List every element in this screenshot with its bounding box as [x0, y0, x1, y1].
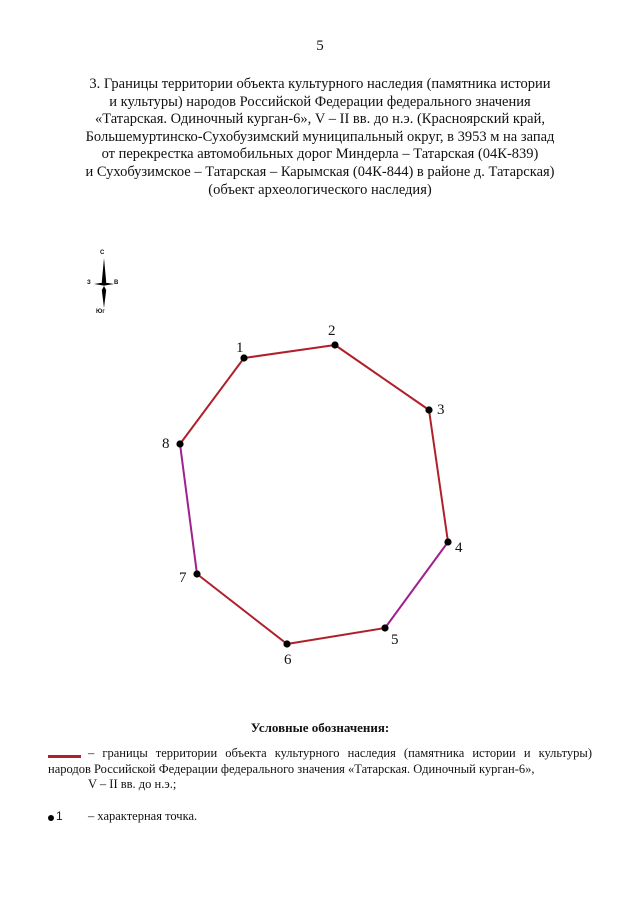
title-line: 3. Границы территории объекта культурного наследия (памятника истории — [89, 76, 551, 92]
boundary-point-marker — [193, 570, 200, 577]
boundary-point-label: 2 — [328, 323, 336, 339]
legend-point-description: – характерная точка. — [88, 809, 198, 823]
boundary-point-marker — [176, 440, 183, 447]
boundary-segment — [287, 628, 385, 644]
boundary-segment — [385, 542, 448, 628]
legend-boundary-text: – границы территории объекта культурного наследия (памятника истории и культуры) народов Российской Федерации федерального значения «Татарская. Одиночный курган-6», — [48, 746, 592, 776]
boundary-point-marker — [331, 341, 338, 348]
boundary-segment — [244, 345, 335, 358]
legend-point-marker — [48, 815, 54, 821]
title-line: (объект археологического наследия) — [208, 181, 432, 198]
boundary-segment — [180, 358, 244, 444]
compass-north-label: С — [100, 250, 105, 256]
title-line: и культуры) народов Российской Федерации федерального значения — [109, 93, 531, 110]
boundary-point-label: 4 — [455, 540, 463, 556]
compass-east-label: В — [114, 280, 119, 286]
boundary-point-marker — [444, 538, 451, 545]
boundary-point-marker — [283, 640, 290, 647]
boundary-point-label: 8 — [162, 436, 170, 452]
legend-boundary-text-end: V – II вв. до н.э.; — [88, 777, 177, 791]
boundary-point-label: 7 — [179, 570, 187, 586]
legend-title: Условные обозначения: — [250, 720, 390, 735]
boundary-point-label: 5 — [391, 632, 399, 648]
legend-point-sample-label: 1 — [56, 809, 63, 823]
title-line: и Сухобузимское – Татарская – Карымская (04К-844) в районе д. Татарская) — [85, 163, 555, 180]
title-line: «Татарская. Одиночный курган-6», V – II вв. до н.э. (Красноярский край, — [95, 111, 545, 128]
boundary-point-marker — [381, 624, 388, 631]
boundary-point-marker — [425, 406, 432, 413]
boundary-segment — [335, 345, 429, 410]
boundary-segment — [429, 410, 448, 542]
page-number: 5 — [316, 38, 324, 54]
boundary-point-label: 1 — [236, 340, 244, 356]
compass-south-label: Юг — [96, 309, 105, 315]
boundary-segment — [197, 574, 287, 644]
title-line: Большемуртинско-Сухобузимский муниципальный округ, в 3953 м на запад — [85, 128, 555, 145]
boundary-segment — [180, 444, 197, 574]
compass-west-label: З — [87, 280, 91, 286]
boundary-point-label: 6 — [284, 652, 292, 668]
boundary-point-label: 3 — [437, 402, 445, 418]
legend-boundary-description — [48, 746, 592, 793]
title-line: от перекрестка автомобильных дорог Миндерла – Татарская (04К-839) — [101, 146, 539, 163]
